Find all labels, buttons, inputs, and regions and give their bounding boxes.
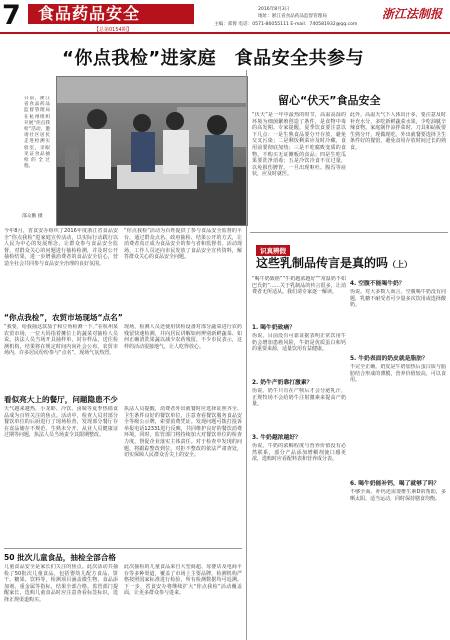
rumor-q4: 4. 空腹不能喝牛奶？: [350, 281, 405, 287]
rumor-intro: “喝牛奶致癌”“牛奶越浓越好”“常温奶不如巴氏奶”……关于乳制品的传言很多，让消费者无所适从。我们请专家逐一解读。: [252, 276, 346, 296]
body-market-col2: 现场，检测人员还使用快检设备对部分蔬菜进行农药残留快速检测，并向居民讲解如何辨别新鲜蔬菜、如何正确清洗果蔬以减少农药残留。不少市民表示，这样的活动很接地气，让人吃得放心。: [124, 324, 242, 350]
rumor-title: [256, 254, 412, 271]
column-divider: [246, 70, 247, 640]
editor-note-credit: 邵众勤 摄: [22, 214, 43, 219]
sidebar-title: 留心“伏天”食品安全: [278, 94, 381, 107]
headline: “你点我检”进家庭 食品安全共参与: [62, 48, 365, 69]
rumor-a4: 伪说。对大多数人而言，空腹喝牛奶没有问题，乳糖不耐受者可少量多次饮用或选择酸奶。: [350, 289, 446, 309]
body-restaurant: 天气越来越热，小龙虾、冷饮、卤味等夏季热销食品成为百姓关注的焦点。活动中，检查人员对部分餐饮单位的后厨进行了现场检查，发现部分餐厅存在食品储存不规范、生熟未分开、从业人员健康证过期等问题，执法人员当场责令其限期整改。: [4, 406, 118, 439]
editor-note: 日前，浙江省食品药品监督管理局在杭州组织开展“你点我检”活动，邀请社区居民走进检测实验室，亲眼见证食品抽检的全过程。: [24, 96, 50, 170]
rumor-q1: 1. 喝牛奶致癌？: [252, 325, 296, 331]
rumor-col-right: [350, 276, 446, 577]
rumor-tag: 识真辨假: [256, 245, 290, 256]
date-line: 2016年8月3日: [258, 7, 290, 12]
contact-line: 主编：郑蓉 电话：0571-86055111 E-mail：740581932@qq.com: [214, 22, 358, 27]
body-children-food: 儿童食品安全是家长们关注的焦点。此次活动共抽检了50批次儿童食品，包括婴幼儿配方食品、饼干、糖果、饮料等，检测项目涵盖微生物、食品添加剂、重金属等指标，结果全部合格。监管部门提醒家长，选购儿童食品时应注意查看标签标识，选择正规渠道购买。: [4, 564, 118, 603]
article-lead: 今年8月，省食安办组织了2016年度浙江省食品安全“你点我检”进家庭宣传活动，以实际行动践行以人民为中心的发展理念，让群众参与食品安全监督，对群众关心的问题进行抽检检测，并及时公开抽检结果，进一步增强消费者的食品安全信心，营造全社会共同参与食品安全治理的良好氛围。: [4, 228, 118, 267]
brand-logo: 浙江法制报: [382, 7, 443, 21]
subhead-restaurant: 看似亮大上的餐厅，问题隐患不少: [4, 395, 118, 404]
issue-number: 【总第0154期】: [94, 27, 132, 33]
rumor-q5: 5. 牛奶表面的奶皮就是脂肪？: [350, 356, 428, 362]
rumor-q2: 2. 奶牛产奶靠打激素？: [252, 380, 313, 386]
sidebar-divider: [250, 232, 448, 233]
masthead: [0, 0, 450, 34]
news-photo: [56, 76, 248, 226]
rumor-title-text: 这些乳制品传言是真的吗: [256, 256, 389, 270]
page-number: 7: [2, 0, 21, 31]
photo-illustration: [57, 77, 247, 225]
section-title: 食品药品安全: [28, 4, 194, 24]
rumor-col-left: [252, 320, 346, 539]
rumor-a6: 不够全面。补钙还需要维生素D的帮助，多晒太阳、适当运动，同时保持膳食均衡。: [350, 489, 446, 502]
article-lead-col2: “你点我检”活动为百姓提供了参与食品安全监督的平台，通过群众点名、政府抽检、结果公开的方式，让消费者真正成为食品安全的参与者和监督者。活动现场，工作人员还向市民发放了食品安全宣传资料，解答群众关心的食品安全问题。: [124, 228, 242, 261]
rumor-a1: 伪说。目前没有可靠证据表明正常饮用牛奶会增加患癌风险，牛奶是优质蛋白和钙的重要来源，适量饮用有益健康。: [252, 333, 346, 353]
sidebar-body-col2: 此外，高温天气下人体出汗多，要注意及时补充水分，多吃新鲜蔬菜水果，少吃油腻辛辣食物。家庭制作凉拌菜时，刀具和砧板要生熟分开，现做现吃。外出就餐要选择卫生条件好的餐馆，避免食用存放时间过长的熟食。: [350, 112, 446, 151]
body-market: “我要，给我抽这款茄子和豆角检测一下。”在杭州某农贸市场，一位大妈指着摊位上的蔬菜对抽检人员说。执法人员当场开具抽样单，封存样品，送往检测机构，结果将在规定时间内向社会公布。农贸市场内，许多居民纷纷参与“点名”，现场气氛热烈。: [4, 324, 118, 357]
rumor-title-suffix: （上）: [388, 260, 413, 269]
rumor-a5: 不完全正确。奶皮是牛奶加热后蛋白质与脂肪结合形成的薄膜，营养价值较高，可以食用。: [350, 364, 446, 384]
subhead-children-food: 50 批次儿童食品，抽检全部合格: [4, 553, 116, 562]
rumor-q3: 3. 牛奶越浓越好？: [252, 435, 301, 441]
section-divider: [4, 548, 242, 549]
rumor-a3: 伪说。牛奶的浓稠程度与营养价值没有必然联系，部分产品添加增稠剂使口感更浓，选购时应看配料表和营养成分表。: [252, 443, 346, 463]
rumor-q6: 6. 喝牛奶能补钙，喝了就够了吗？: [350, 481, 440, 487]
subhead-market: “你点我检”，农贸市场现场“点名”: [4, 313, 123, 322]
masthead-rule: [0, 32, 450, 34]
sidebar-body: “伏天”是一年中最热的时节，高温高湿的环境为细菌繁殖创造了条件，是食物中毒的高发期。专家提醒，夏季饮食要注意以下几点：一是生熟食品要分开存放，避免交叉污染；二是剩饭剩菜应及时冷藏，食用前要彻底加热；三是不吃腐败变质的食物，不购买无证摊贩的食品；四是生吃瓜果要洗净消毒；五是冷饮冷食不宜过量，以免损伤脾胃。一旦出现呕吐、腹泻等症状，应及时就医。: [252, 112, 346, 178]
body-children-food-col2: 此次抽检的儿童食品来自大型商超、母婴店及电商平台等多种渠道，覆盖了市场上主要品牌。检测机构严格按照国家标准进行检验，所有检测数据均可追溯。下一步，省食安办将继续扩大“你点我检”活动覆盖面，让更多群众参与进来。: [124, 564, 242, 597]
body-restaurant-col2: 执法人员提醒，消费者外出就餐时应选择证照齐全、卫生条件良好的餐饮单位，注意查看餐饮服务食品安全等级公示牌，索要消费凭证。发现问题可拨打投诉举报电话12331进行反映，共同维护良好的餐饮消费环境。同时，监管部门将持续加大对餐饮单位的检查力度，督促企业落实主体责任。对于检查中发现的问题，将跟踪整改到位，对拒不整改的依法严肃查处，切实保障人民群众舌尖上的安全。: [124, 406, 242, 459]
address-line: 地址：浙江省食品药品监督管理局: [258, 14, 327, 19]
rumor-a2: 伪说。奶牛只有在产犊后才会分泌乳汁，正规牧场不会给奶牛注射激素来提高产奶量。: [252, 388, 346, 408]
